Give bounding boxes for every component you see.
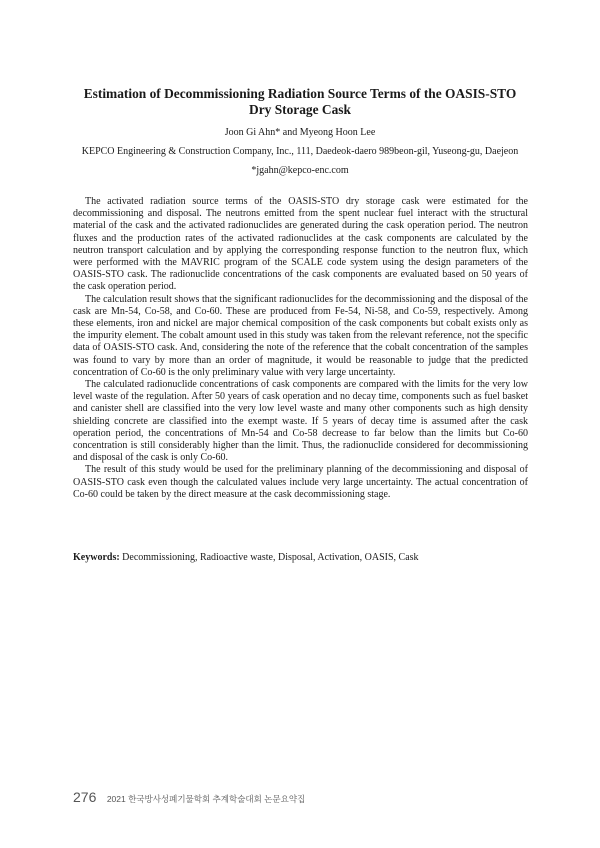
keywords [73, 552, 528, 564]
abstract-paragraph-1: The activated radiation source terms of the OASIS-STO dry storage cask were estimated for the decommissioning and disposal. The neutrons emitted from the spent nuclear fuel interact with the structural material of the cask and the activated radionuclides are generated during the cask operation period. The neutron fluxes and the production rates of the activated radionuclides at the cask components are calculated by the neutron transport calculation and by applying the corresponding response function to the neutron flux, which were performed with the MAVRIC program of the SCALE code system using the design parameters of the OASIS-STO cask. The radionuclide concentrations of the cask components are evaluated based on 50 years of the cask operation period. [73, 196, 528, 293]
author-list: Joon Gi Ahn* and Myeong Hoon Lee [224, 127, 376, 138]
affiliation: KEPCO Engineering & Construction Company, Inc., 111, Daedeok-daero 989beon-gil, Yuseong-gu, Daejeon [81, 146, 519, 157]
paper-title: Estimation of Decommissioning Radiation Source Terms of the OASIS-STO Dry Storage Cask [83, 86, 517, 117]
keywords-list: Decommissioning, Radioactive waste, Disposal, Activation, OASIS, Cask [122, 552, 419, 563]
keywords-label: Keywords: [73, 552, 120, 563]
page-number: 276 [73, 789, 97, 805]
conference-name: 2021 한국방사성폐기물학회 추계학술대회 논문요약집 [106, 794, 306, 804]
abstract-paragraph-2: The calculation result shows that the significant radionuclides for the decommissioning and the disposal of the cask are Mn-54, Co-58, and Co-60. These are produced from Fe-54, Ni-58, and Co-59, respectively. Among these elements, iron and nickel are major chemical composition of the cask components but cobalt exists only as the impurity element. The cobalt amount used in this study was taken from the relevant reference, not the specific data of OASIS-STO cask. And, considering the note of the reference that the cobalt concentration of the samples was found to vary by more than an order of magnitude, it would be reasonable to judge that the predicted concentration of Co-60 is the only preliminary value with very large uncertainty. [73, 293, 528, 378]
abstract [73, 196, 528, 501]
abstract-paragraph-4: The result of this study would be used for the preliminary planning of the decommissioning and disposal of OASIS-STO cask even though the calculated values include very large uncertainty. The actual concentration of Co-60 could be taken by the direct measure at the cask decommissioning stage. [73, 464, 528, 500]
page-footer [73, 789, 305, 807]
abstract-paragraph-3: The calculated radionuclide concentrations of cask components are compared with the limits for the very low level waste of the regulation. After 50 years of cask operation and no decay time, components such as fuel basket and canister shell are classified into the very low level waste and many other components such as high density shielding concrete are classified into the exempt waste. If 5 years of decay time is assumed after the cask operation period, the concentrations of Mn-54 and Co-58 decrease to far below than the limits but Co-60 concentration is still considerably higher than the limit. Thus, the radionuclide considered for decommissioning and disposal of the cask is only Co-60. [73, 379, 528, 464]
contact-email: *jgahn@kepco-enc.com [251, 165, 349, 176]
